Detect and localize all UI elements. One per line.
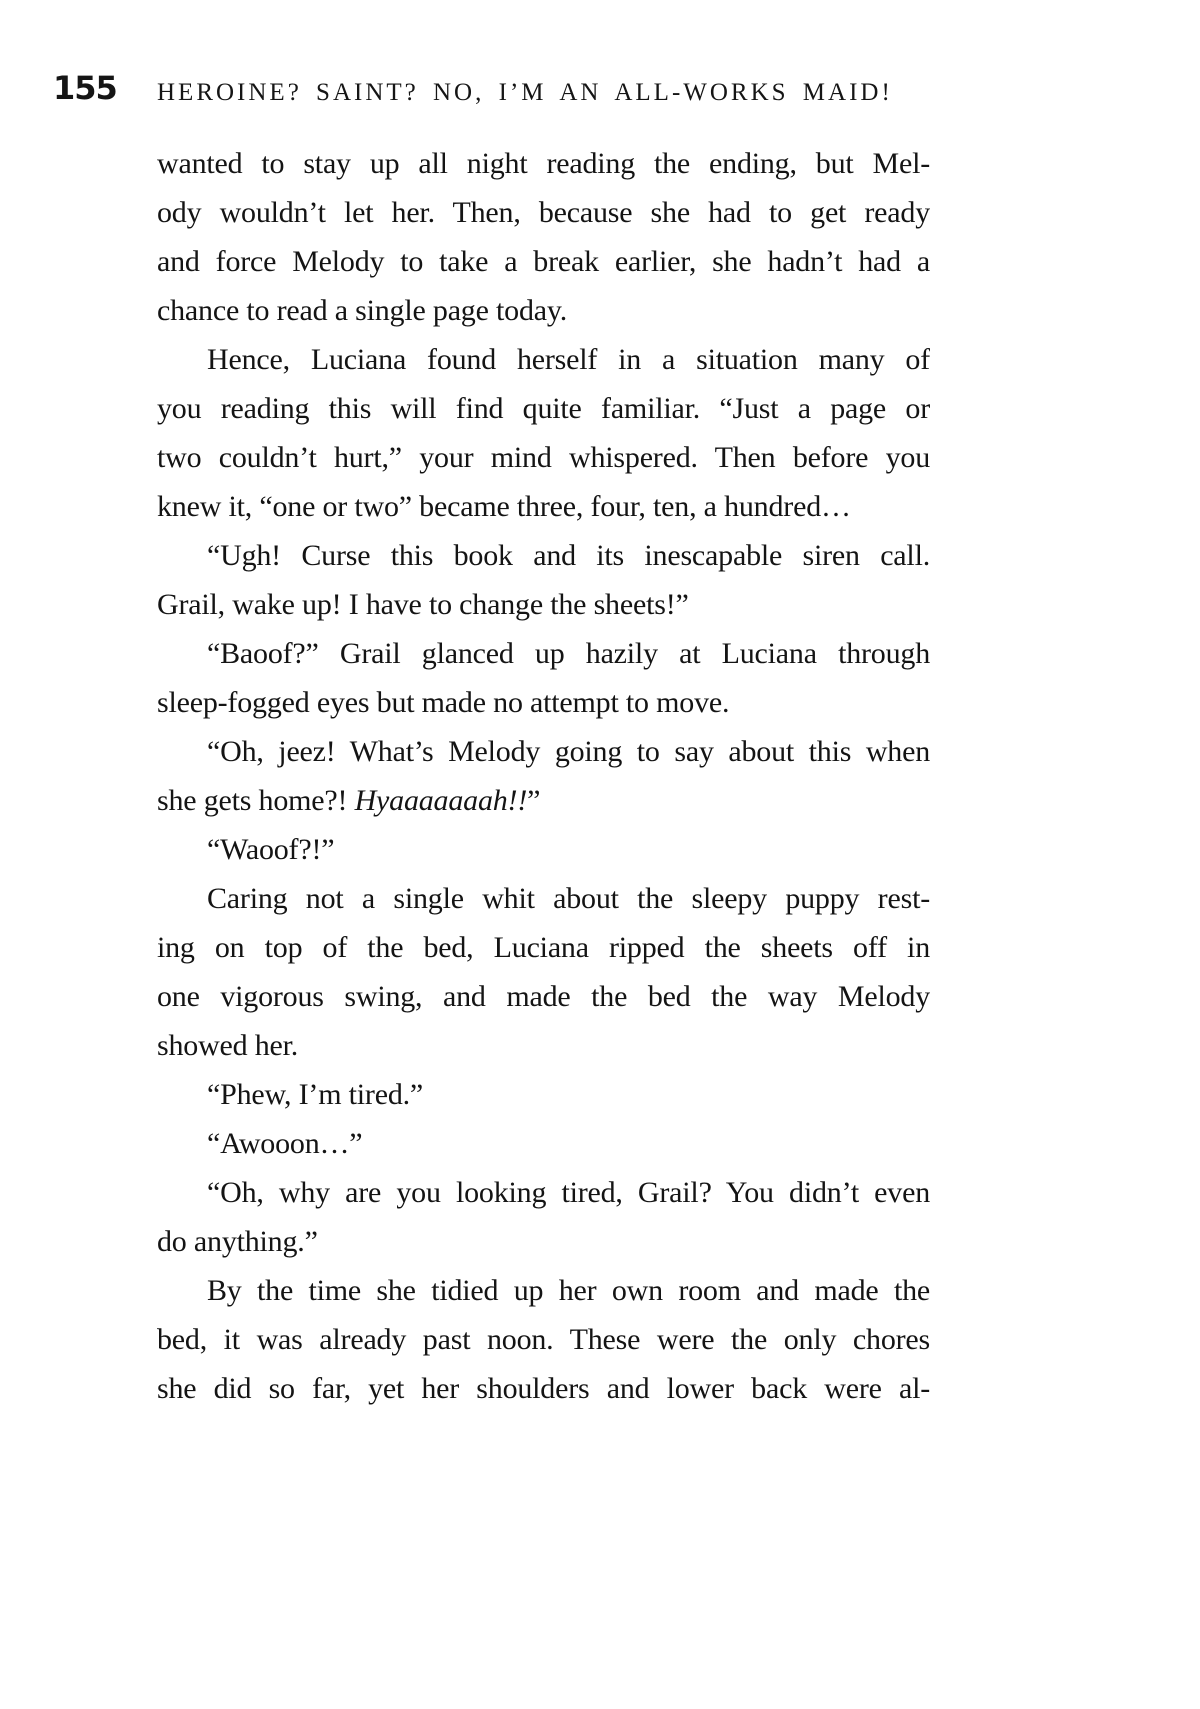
text-line: “Waoof?!” [207, 833, 335, 866]
paragraph [157, 1070, 930, 1119]
text-line: knew it, “one or two” became three, four, ten, a hundred… [157, 490, 851, 523]
text-line: one vigorous swing, and made the bed the way Melody [157, 980, 930, 1013]
text-line: chance to read a single page today. [157, 294, 568, 327]
text-line [157, 776, 930, 825]
paragraph [157, 825, 930, 874]
text-line: wanted to stay up all night reading the ending, but Mel- [157, 147, 930, 180]
text-line: ody wouldn’t let her. Then, because she had to get ready [157, 196, 930, 229]
text-line: “Awooon…” [207, 1127, 363, 1160]
paragraph [157, 1119, 930, 1168]
paragraph [157, 874, 930, 1070]
text-line: showed her. [157, 1029, 299, 1062]
text-line: “Baoof?” Grail glanced up hazily at Luciana through [207, 637, 930, 670]
paragraph [157, 335, 930, 531]
text-line: “Ugh! Curse this book and its inescapable siren call. [207, 539, 930, 572]
text-line: she did so far, yet her shoulders and lower back were al- [157, 1372, 930, 1405]
paragraph [157, 1266, 930, 1413]
text-line: ing on top of the bed, Luciana ripped the sheets off in [157, 931, 930, 964]
page-number: 155 [53, 69, 117, 107]
text-line: you reading this will find quite familiar. “Just a page or [157, 392, 930, 425]
paragraph [157, 629, 930, 727]
text-line: sleep-fogged eyes but made no attempt to move. [157, 686, 730, 719]
running-header: HEROINE? SAINT? NO, I’M AN ALL-WORKS MAID! [157, 79, 893, 106]
text-segment: she gets home?! [157, 784, 355, 817]
paragraph [157, 727, 930, 825]
paragraph [157, 531, 930, 629]
italic-text: Hyaaaaaaah!! [354, 784, 528, 817]
body-text [157, 139, 930, 1413]
text-line: and force Melody to take a break earlier, she hadn’t had a [157, 245, 930, 278]
text-line: do anything.” [157, 1225, 318, 1258]
text-line: Grail, wake up! I have to change the sheets!” [157, 588, 689, 621]
text-line: “Oh, why are you looking tired, Grail? You didn’t even [207, 1176, 930, 1209]
text-line: By the time she tidied up her own room and made the [207, 1274, 930, 1307]
text-line: “Oh, jeez! What’s Melody going to say about this when [207, 735, 930, 768]
text-segment: ” [527, 784, 541, 817]
paragraph [157, 1168, 930, 1266]
text-line: “Phew, I’m tired.” [207, 1078, 424, 1111]
text-line: bed, it was already past noon. These were the only chores [157, 1323, 930, 1356]
text-line: Hence, Luciana found herself in a situation many of [207, 343, 930, 376]
text-line: two couldn’t hurt,” your mind whispered. Then before you [157, 441, 930, 474]
text-line: Caring not a single whit about the sleepy puppy rest- [207, 882, 930, 915]
paragraph [157, 139, 930, 335]
